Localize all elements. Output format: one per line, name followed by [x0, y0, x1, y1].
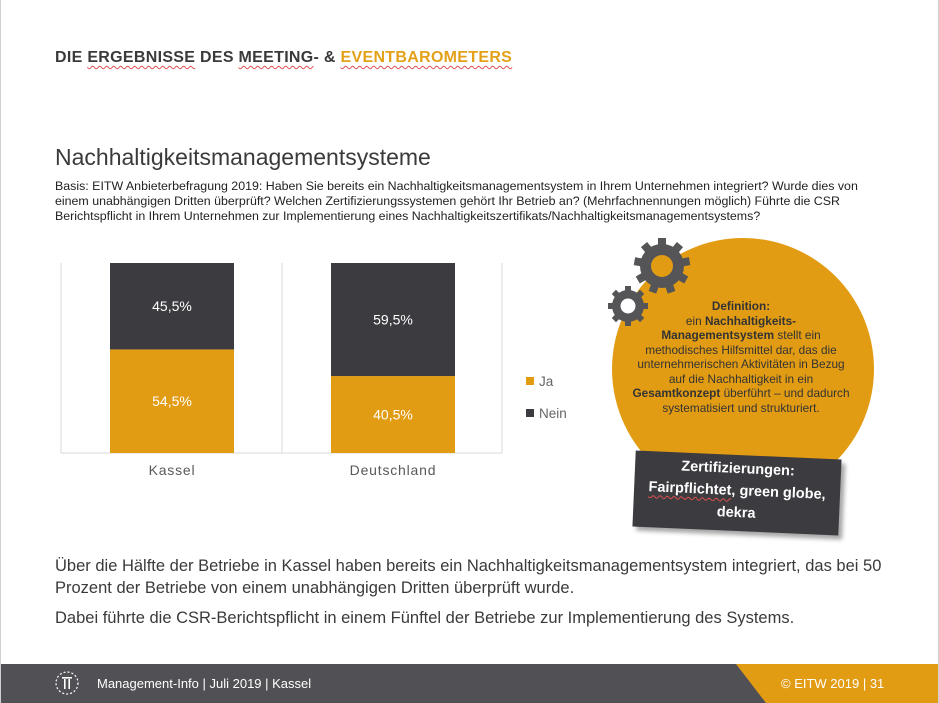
data-label-ja-kassel: 54,5%	[152, 393, 192, 410]
stacked-bar-chart	[0, 250, 520, 490]
data-label-ja-deutschland: 40,5%	[373, 406, 413, 423]
data-label-nein-kassel: 45,5%	[152, 298, 192, 315]
section-title: Nachhaltigkeitsmanagementsysteme	[55, 144, 431, 170]
summary	[55, 556, 905, 630]
summary-paragraph-2: Dabei führte die CSR-Berichtspflicht in einem Fünftel der Betriebe zur Implementierung des Systems.	[55, 609, 795, 627]
definition-text: Definition: ein Nachhaltigkeits-Managementsystem stellt ein methodisches Hilfsmittel dar, das die unternehmerischen Aktivitäten in Bezug auf die Nachhaltigkeit in ein Gesamtkonzept überführt – und dadurch systematisiert und strukturiert.	[632, 299, 850, 415]
legend-swatch-nein	[526, 409, 534, 417]
header-title: DIE ERGEBNISSE DES MEETING- & EVENTBAROMETERS	[55, 49, 513, 66]
chart-legend	[526, 373, 567, 437]
certifications-list: Fairpflichtet, green globe, dekra	[648, 479, 826, 522]
certifications-box	[632, 451, 841, 536]
certifications-title: Zertifizierungen:	[680, 458, 796, 480]
data-label-nein-deutschland: 59,5%	[373, 311, 413, 328]
legend-swatch-ja	[526, 377, 534, 385]
basis-text: Basis: EITW Anbieterbefragung 2019: Haben Sie bereits ein Nachhaltigkeitsmanagementsystem in Ihrem Unternehmen integriert? Wurde dies von einem unabhängigen Dritten überprüft? Welchen Zertifizierungssystemen gehört Ihr Betrieb an? (Mehrfachnennungen möglich) Führte die CSR Berichtspflicht in Ihrem Unternehmen zur Implementierung eines Nachhaltigkeitszertifikats/Nachhaltigkeitsmanagementsystems?	[55, 179, 858, 223]
definition-term-2: Gesamtkonzept	[632, 386, 721, 400]
category-label-kassel: Kassel	[148, 462, 196, 478]
definition-heading: Definition:	[711, 299, 771, 313]
legend-item-nein	[526, 405, 567, 421]
category-label-deutschland: Deutschland	[349, 462, 437, 478]
footer-info: Management-Info | Juli 2019 | Kassel	[97, 676, 312, 691]
definition-term: Nachhaltigkeits-Managementsystem	[661, 313, 797, 342]
footer-copyright: © EITW 2019 | 31	[781, 676, 885, 691]
summary-paragraph-1: Über die Hälfte der Betriebe in Kassel haben bereits ein Nachhaltigkeitsmanagementsystem integriert, das bei 50 Prozent der Betriebe von einem unabhängigen Dritten überprüft wurde.	[55, 557, 882, 597]
legend-label-ja: Ja	[539, 373, 554, 389]
legend-item-ja	[526, 373, 567, 389]
legend-label-nein: Nein	[539, 405, 567, 421]
eitw-logo-icon	[54, 670, 80, 696]
